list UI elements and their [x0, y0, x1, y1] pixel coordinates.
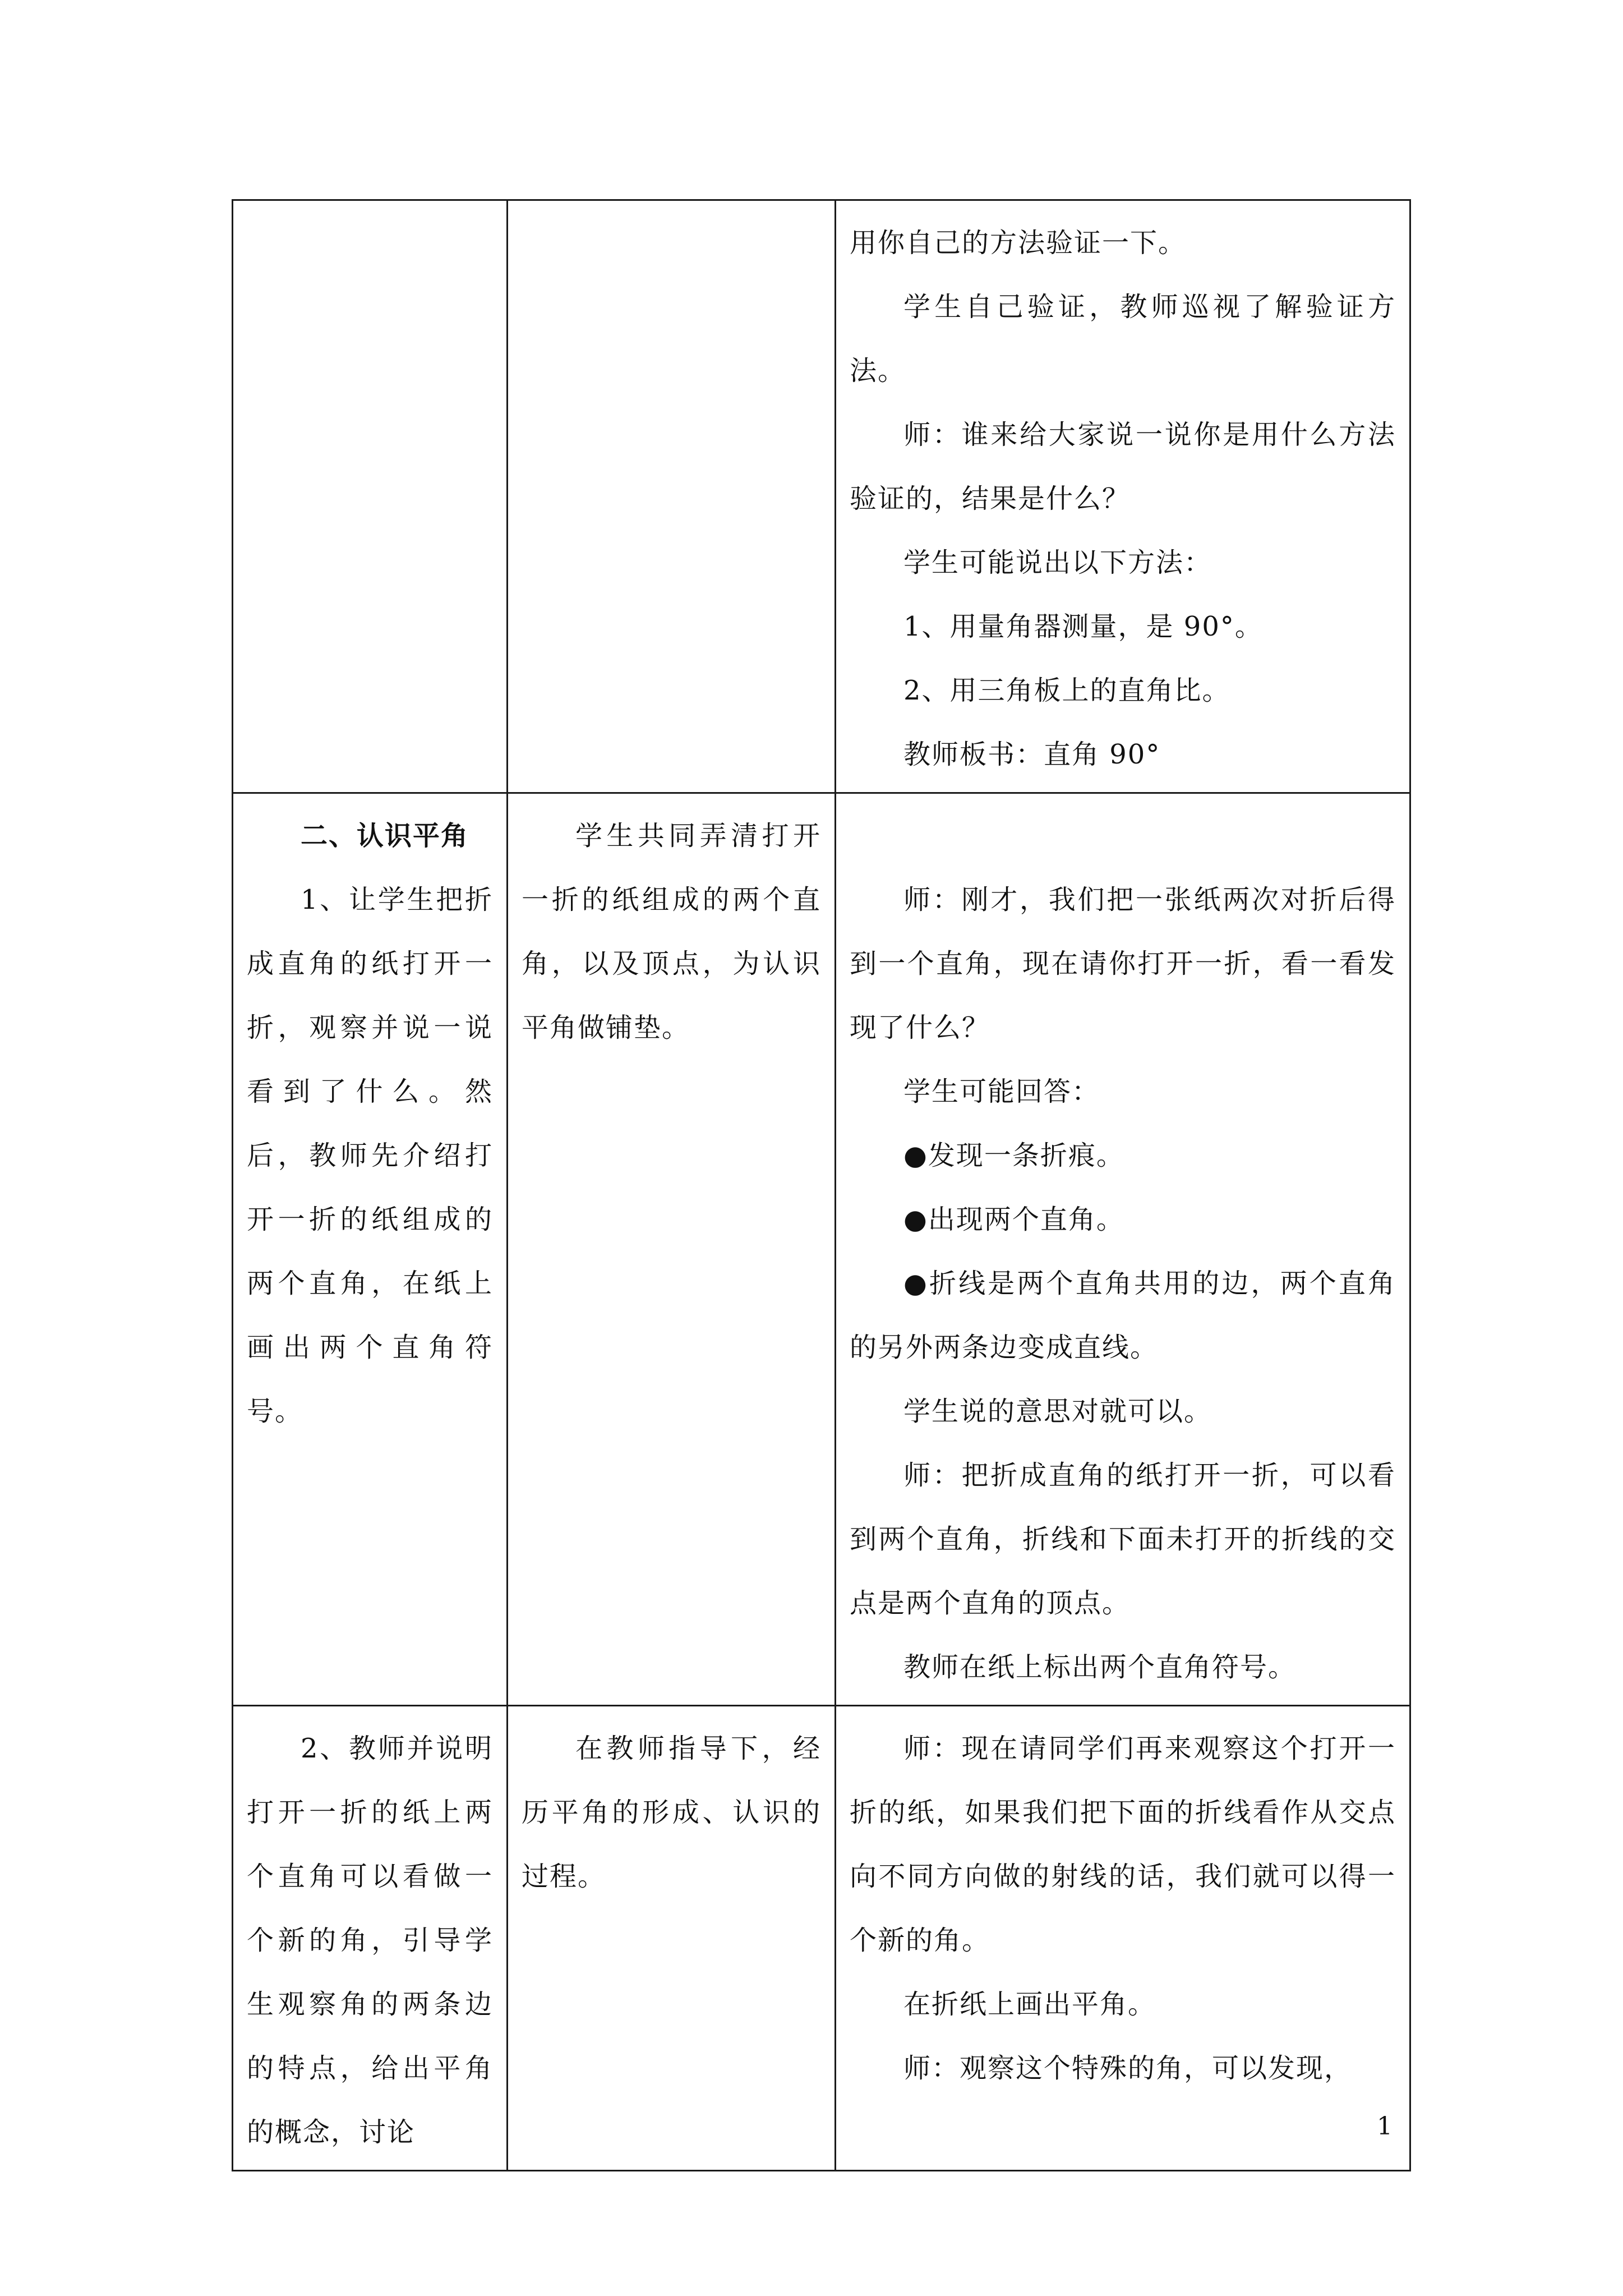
process-line: 教师板书：直角 90° [903, 739, 1161, 770]
intent-paragraph: 在教师指导下，经历平角的形成、认识的过程。 [522, 1733, 821, 1892]
process-line: 师：把折成直角的纸打开一折，可以看到两个直角，折线和下面未打开的折线的交点是两个直角的顶点。 [850, 1460, 1396, 1619]
table-row [233, 200, 1410, 793]
table-row [233, 1706, 1410, 2171]
content-paragraph: 1、让学生把折成直角的纸打开一折，观察并说一说看到了什么。然后，教师先介绍打开一折的纸组成的两个直角，在纸上画出两个直角符号。 [247, 884, 493, 1427]
table-row [233, 793, 1410, 1706]
cell-teaching-process [836, 793, 1410, 1706]
cell-design-intent [508, 200, 836, 793]
intent-paragraph: 学生共同弄清打开一折的纸组成的两个直角，以及顶点，为认识平角做铺垫。 [522, 820, 821, 1043]
process-line: 教师在纸上标出两个直角符号。 [903, 1651, 1297, 1683]
lesson-plan-table [232, 199, 1411, 2171]
process-line: ●发现一条折痕。 [903, 1140, 1124, 1171]
cell-teaching-content [233, 793, 508, 1706]
process-line: 学生可能说出以下方法： [903, 547, 1212, 578]
page-number: 1 [1377, 2112, 1393, 2141]
process-line: 1、用量角器测量，是 90°。 [903, 611, 1263, 642]
process-line: 2、用三角板上的直角比。 [903, 675, 1230, 706]
process-line: 学生说的意思对就可以。 [903, 1396, 1212, 1427]
content-paragraph: 2、教师并说明打开一折的纸上两个直角可以看做一个新的角，引导学生观察角的两条边的特点，给出平角的概念，讨论 [247, 1733, 493, 2148]
cell-design-intent [508, 1706, 836, 2171]
cell-teaching-process [836, 1706, 1410, 2171]
process-line: 师：谁来给大家说一说你是用什么方法验证的，结果是什么？ [850, 419, 1396, 514]
process-line: 在折纸上画出平角。 [903, 1989, 1156, 2020]
process-line: 师：刚才，我们把一张纸两次对折后得到一个直角，现在请你打开一折，看一看发现了什么？ [850, 884, 1396, 1043]
section-heading: 二、认识平角 [301, 820, 469, 852]
process-line: 学生可能回答： [903, 1076, 1100, 1107]
cell-design-intent [508, 793, 836, 1706]
process-line: 学生自己验证，教师巡视了解验证方法。 [850, 291, 1396, 386]
cell-teaching-process [836, 200, 1410, 793]
cell-teaching-content [233, 200, 508, 793]
process-line: ●出现两个直角。 [903, 1204, 1124, 1235]
cell-teaching-content [233, 1706, 508, 2171]
process-line: 师：现在请同学们再来观察这个打开一折的纸，如果我们把下面的折线看作从交点向不同方向做的射线的话，我们就可以得一个新的角。 [850, 1733, 1396, 1956]
process-line: 师：观察这个特殊的角，可以发现， [903, 2053, 1353, 2084]
process-line: ●折线是两个直角共用的边，两个直角的另外两条边变成直线。 [850, 1268, 1396, 1363]
process-line: 用你自己的方法验证一下。 [850, 227, 1187, 259]
